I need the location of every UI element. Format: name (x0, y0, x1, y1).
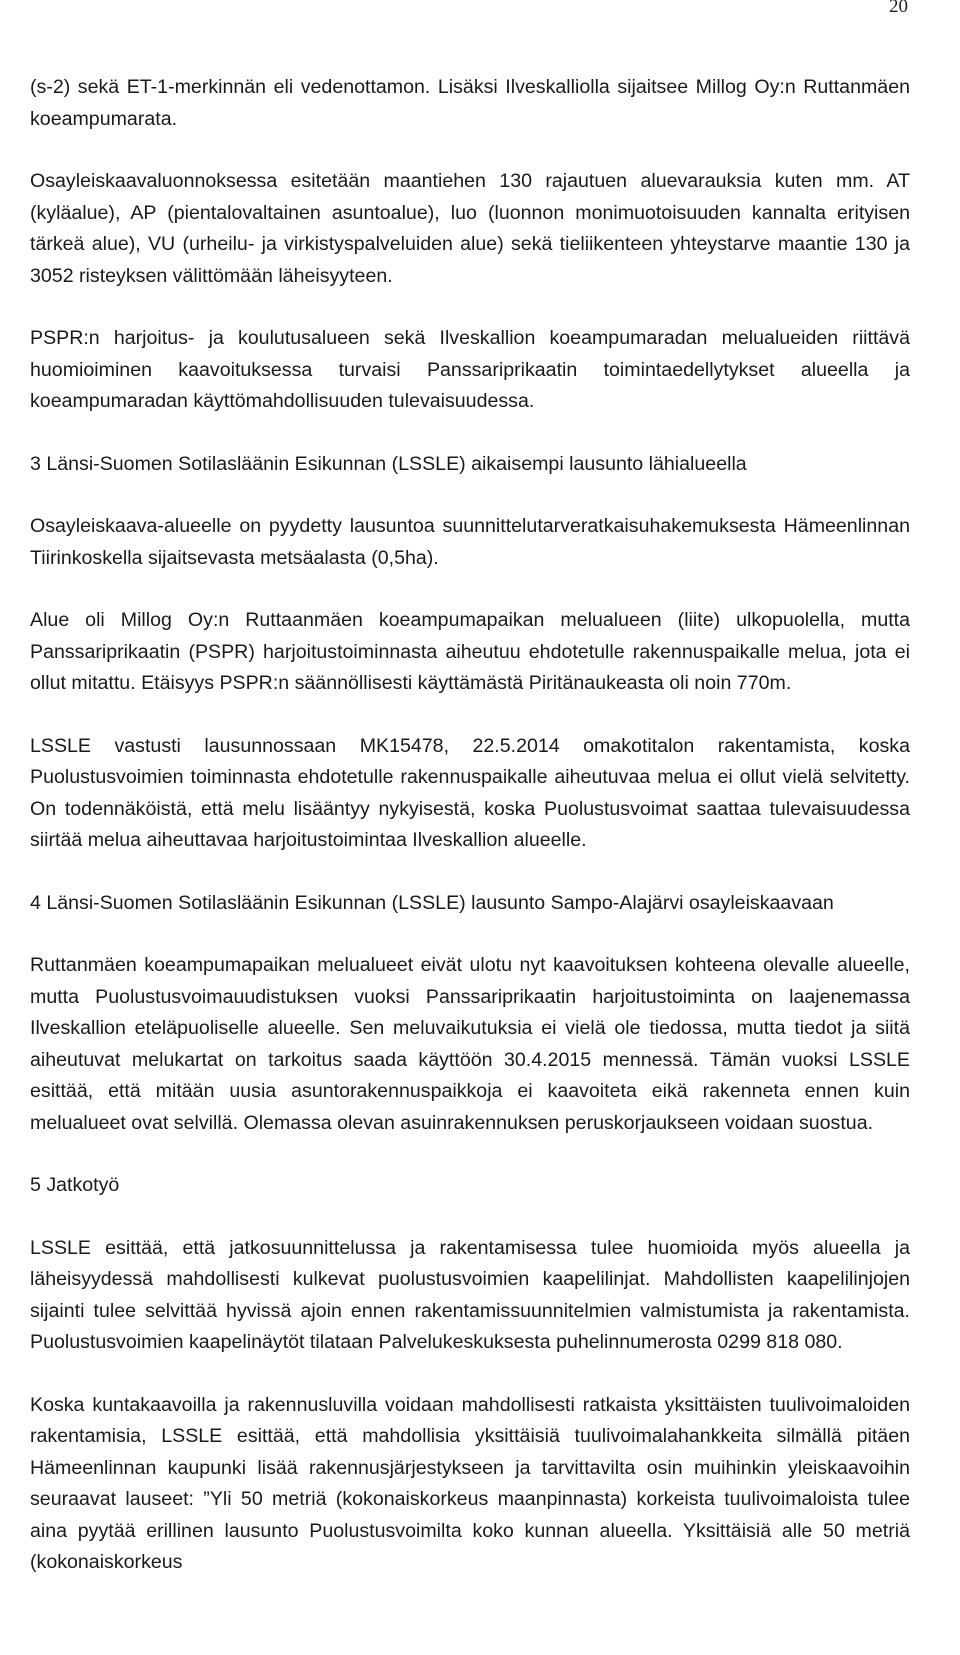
paragraph-noise-areas: PSPR:n harjoitus- ja koulutusalueen sekä Ilveskallion koeampumaradan melualueiden riittävä huomioiminen kaavoituksessa turvaisi Panssariprikaatin toimintaedellytykset alueella ja koeampumaradan käyttömahdollisuuden tulevaisuudessa. (30, 327, 910, 412)
section-heading-4: 4 Länsi-Suomen Sotilasläänin Esikunnan (LSSLE) lausunto Sampo-Alajärvi osayleiskaavaan (30, 891, 834, 914)
paragraph-lssle-statement: Ruttanmäen koeampumapaikan melualueet eivät ulotu nyt kaavoituksen kohteena olevalle alueelle, mutta Puolustusvoimauudistuksen vuoksi Panssariprikaatin harjoitustoiminta on laajenemassa Ilveskallion eteläpuoliselle alueelle. Sen meluvaikutuksia ei vielä ole tiedossa, mutta tiedot ja siitä aiheutuvat melukartat on tarkoitus saada käyttöön 30.4.2015 mennessä. Tämän vuoksi LSSLE esittää, että mitään uusia asuntorakennuspaikkoja ei kaavoiteta eikä rakenneta ennen kuin melualueet ovat selvillä. Olemassa olevan asuinrakennuksen peruskorjaukseen voidaan suostua. (30, 954, 910, 1134)
paragraph-noise-area-location: Alue oli Millog Oy:n Ruttaanmäen koeampumapaikan melualueen (liite) ulkopuolella, mutta Panssariprikaatin (PSPR) harjoitustoiminnasta aiheutuu ehdotetulle rakennuspaikalle melua, jota ei ollut mitattu. Etäisyys PSPR:n säännöllisesti käyttämästä Piritänaukeasta oli noin 770m. (30, 609, 910, 694)
page-number: 20 (889, 0, 908, 17)
document-body (30, 72, 910, 1579)
paragraph-continued: (s-2) sekä ET-1-merkinnän eli vedenottamon. Lisäksi Ilveskalliolla sijaitsee Millog Oy:n Ruttanmäen koeampumarata. (30, 76, 910, 130)
paragraph-wind-turbines: Koska kuntakaavoilla ja rakennusluvilla voidaan mahdollisesti ratkaista yksittäisten tuulivoimaloiden rakentamisia, LSSLE esittää, että mahdollisia yksittäisiä tuulivoimalahankkeita silmällä pitäen Hämeenlinnan kaupunki lisää rakennusjärjestykseen ja tarvittavilta osin muihinkin yleiskaavoihin seuraavat lauseet: ”Yli 50 metriä (kokonaiskorkeus maanpinnasta) korkeista tuulivoimaloista tulee aina pyytää erillinen lausunto Puolustusvoimilta koko kunnan alueella. Yksittäisiä alle 50 metriä (kokonaiskorkeus (30, 1393, 910, 1573)
paragraph-previous-statement: Osayleiskaava-alueelle on pyydetty lausuntoa suunnittelutarveratkaisuhakemuksesta Hämeenlinnan Tiirinkoskella sijaitsevasta metsäalasta (0,5ha). (30, 515, 910, 569)
section-heading-3: 3 Länsi-Suomen Sotilasläänin Esikunnan (LSSLE) aikaisempi lausunto lähialueella (30, 452, 747, 475)
section-heading-5: 5 Jatkotyö (30, 1174, 120, 1196)
paragraph-cable-lines: LSSLE esittää, että jatkosuunnittelussa ja rakentamisessa tulee huomioida myös alueella ja läheisyydessä mahdollisesti kulkevat puolustusvoimien kaapelilinjat. Mahdollisten kaapelilinjojen sijainti tulee selvittää hyvissä ajoin ennen rakentamissuunnitelmien valmistumista ja rakentamista. Puolustusvoimien kaapelinäytöt tilataan Palvelukeskuksesta puhelinnumerosta 0299 818 080. (30, 1236, 910, 1353)
paragraph-lssle-opposition: LSSLE vastusti lausunnossaan MK15478, 22.5.2014 omakotitalon rakentamista, koska Puolustusvoimien toiminnasta ehdotetulle rakennuspaikalle aiheutuvaa melua ei ollut vielä selvitetty. On todennäköistä, että melu lisääntyy nykyisestä, koska Puolustusvoimat saattaa tulevaisuudessa siirtää melua aiheuttavaa harjoitustoimintaa Ilveskallion alueelle. (30, 734, 910, 851)
paragraph-land-use-reservations: Osayleiskaavaluonnoksessa esitetään maantiehen 130 rajautuen aluevarauksia kuten mm. AT (kyläalue), AP (pientalovaltainen asuntoalue), luo (luonnon monimuotoisuuden kannalta erityisen tärkeä alue), VU (urheilu- ja virkistyspalveluiden alue) sekä tieliikenteen yhteystarve maantie 130 ja 3052 risteyksen välittömään läheisyyteen. (30, 170, 910, 287)
